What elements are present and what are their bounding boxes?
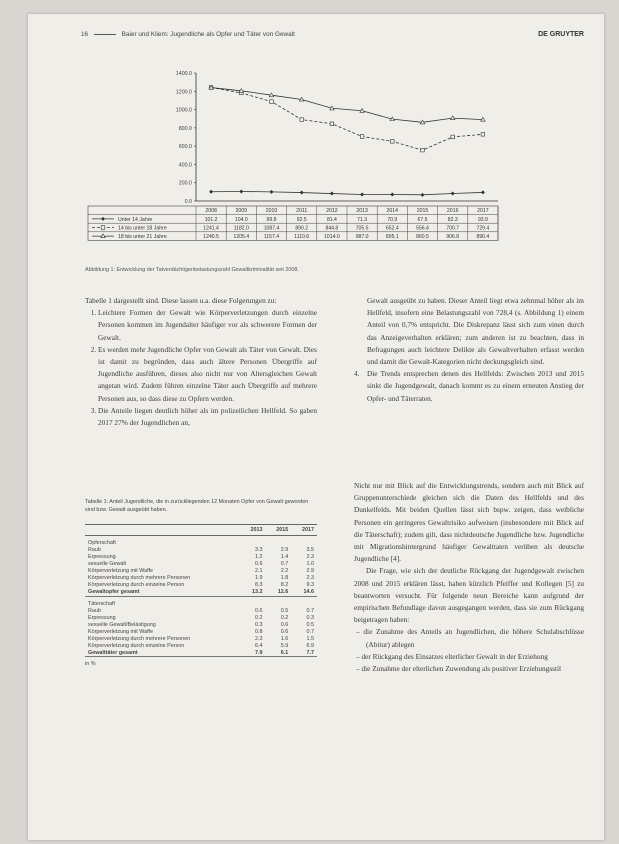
series-line (211, 88, 483, 123)
table-row (85, 582, 317, 589)
table-cell: 1.6 (280, 635, 289, 642)
data-label: 890.2 (295, 225, 309, 232)
table-row (85, 561, 317, 568)
table-row-label: sexuelle Gewalt/Belästigung (88, 621, 156, 628)
table-cell: 3.3 (254, 547, 263, 553)
table-cell: 0.5 (306, 621, 314, 628)
data-label: 700.7 (446, 225, 460, 232)
table-cell: 0.6 (254, 607, 263, 614)
data-label: 1182.0 (233, 225, 249, 232)
table-cell: 12.6 (265, 589, 291, 597)
table-cell: 2.3 (306, 575, 314, 581)
x-tick-label: 2013 (356, 208, 368, 215)
table-row-label: Körperverletzung mit Waffe (88, 628, 154, 635)
data-label: 987.0 (355, 234, 369, 240)
data-point (390, 193, 394, 197)
table-header-cell: 2013 (240, 525, 266, 536)
data-label: 81.4 (326, 216, 337, 223)
data-point (421, 148, 425, 152)
x-tick-label: 2017 (477, 208, 489, 215)
table-cell: 1.5 (306, 635, 314, 642)
table-cell: 0.8 (254, 628, 263, 635)
table-header-cell (85, 525, 240, 536)
table-row-label: Gewaltopfer gesamt (85, 589, 240, 597)
table-row (85, 621, 317, 628)
x-tick-label: 2009 (235, 208, 248, 215)
journal-page (28, 14, 604, 840)
running-header (81, 31, 295, 38)
table-row (85, 547, 317, 554)
intro-paragraph: Tabelle 1 dargestellt sind. Diese lassen u.a. diese Folgerungen zu: (85, 296, 277, 305)
decline-explanation-paragraph: Die Frage, wie sich der deutliche Rückgang der Jugendgewalt zwischen 2008 und 2015 erklären lässt, haben kürzlich Pfeiffer und Kollegen [5] zu beantworten versucht. Für folgende neun Bereiche kann aufgrund der empirischen Befundlage davon ausgegangen werden, dass sie zum Rückgang beigetragen haben: (354, 566, 584, 625)
table-cell: 8.3 (254, 582, 263, 588)
table-cell: 2.3 (254, 635, 263, 642)
data-label: 70.9 (387, 216, 398, 223)
data-point (300, 118, 304, 122)
y-tick-label: 1200.0 (175, 89, 192, 96)
left-column-text (85, 295, 317, 429)
table-row (85, 607, 317, 614)
x-tick-label: 2015 (416, 208, 429, 215)
table-row-label: Körperverletzung durch einzelne Person (88, 642, 185, 649)
x-tick-label: 2008 (205, 208, 217, 215)
table-cell: 0.6 (280, 621, 289, 628)
table-cell: 2.3 (306, 554, 314, 560)
data-label: 890.4 (476, 234, 490, 240)
factor-item-1: – die Zunahme des Anteils an Jugendlichen, die höhere Schulabschlüsse (Abitur) ablegen (366, 626, 584, 650)
legend-label: 18 bis unter 21 Jahre (118, 234, 167, 240)
data-label: 895.1 (385, 234, 399, 240)
table-cell: 0.5 (280, 607, 289, 614)
data-label: 1157.4 (263, 234, 280, 240)
table-row-label: Körperverletzung mit Waffe (88, 568, 154, 574)
item-4-number: 4. (354, 369, 360, 379)
table-cell: 8.2 (280, 582, 289, 588)
table-row (85, 628, 317, 635)
y-tick-label: 1400.0 (175, 71, 192, 77)
table-cell: 0.7 (306, 607, 314, 614)
trend-line-chart (68, 66, 508, 261)
table-row (85, 568, 317, 575)
table-header-cell: 2015 (265, 525, 291, 536)
table-cell: 7.9 (240, 649, 266, 657)
table-cell: 2.1 (254, 568, 263, 574)
conclusion-item-4 (354, 368, 584, 405)
data-label: 1241.4 (203, 225, 219, 232)
table-row-label: Körperverletzung durch mehrere Personen (88, 575, 191, 581)
factor-item-3: – die Zunahme der elterlichen Zuwendung als positiver Erziehungsstil (366, 663, 584, 675)
table-cell: 7.7 (291, 649, 317, 657)
data-point (360, 135, 364, 139)
table-row-label: Raub (88, 547, 101, 553)
y-tick-label: 600.0 (178, 144, 192, 151)
data-label: 104.0 (234, 216, 248, 223)
data-point (239, 189, 243, 193)
data-point (481, 190, 485, 194)
data-label: 1240.5 (203, 234, 219, 240)
data-label: 1110.6 (294, 234, 310, 240)
data-label: 92.5 (296, 216, 307, 223)
victimization-table (85, 498, 317, 667)
table-cell: 6.9 (306, 642, 314, 649)
table-total-row (85, 649, 317, 657)
data-label: 101.2 (204, 216, 218, 223)
table-total-row (85, 589, 317, 597)
table-cell: 3.5 (306, 547, 314, 553)
table-cell: 0.2 (254, 614, 263, 621)
data-point (421, 193, 425, 197)
table-row-label: Raub (88, 607, 101, 614)
table-row (85, 642, 317, 649)
running-title: Baier und Kliem: Jugendliche als Opfer und Täter von Gewalt (121, 31, 295, 38)
conclusion-item-1: 1. Leichtere Formen der Gewalt wie Körperverletzungen durch einzelne Personen kommen im Jugendalter häufiger vor als schwerere Formen der Gewalt. (98, 307, 317, 344)
table-row (85, 614, 317, 621)
y-tick-label: 0.0 (184, 199, 192, 205)
legend-label: 14 bis unter 18 Jahre (118, 225, 167, 232)
x-tick-label: 2016 (446, 208, 459, 215)
data-label: 906.8 (446, 234, 460, 240)
x-tick-label: 2012 (326, 208, 338, 215)
y-tick-label: 400.0 (178, 162, 192, 169)
table-row-label: Erpressung (88, 614, 116, 621)
table-cell: 1.8 (280, 575, 289, 581)
table-cell: 1.4 (280, 554, 289, 560)
table-cell: 1.0 (306, 561, 314, 567)
table-cell: 0.3 (254, 621, 263, 628)
data-point (330, 192, 334, 196)
x-tick-label: 2014 (386, 208, 399, 215)
table-row-label: Gewalttäter gesamt (85, 649, 240, 657)
x-tick-label: 2010 (265, 208, 278, 215)
y-tick-label: 800.0 (178, 125, 192, 132)
table-row-label: Körperverletzung durch einzelne Person (88, 582, 185, 588)
table-cell: 0.6 (280, 628, 289, 635)
table-row (85, 635, 317, 642)
table-caption: Tabelle 1: Anteil Jugendliche, die in zurückliegenden 12 Monaten Opfer von Gewalt geworden sind bzw. Gewalt ausgeübt haben. (85, 499, 309, 513)
data-point (360, 192, 364, 196)
table-group-title: Opferschaft (88, 540, 116, 546)
data-point (330, 122, 334, 126)
table-cell: 14.6 (291, 589, 317, 597)
group-differences-paragraph: Nicht nur mit Blick auf die Entwicklungstrends, sondern auch mit Blick auf Gruppenunterschiede gleichen sich die Daten des Hellfelds und des Dunkelfelds. Mit beiden Quellen lässt sich bspw. zeigen, dass weibliche Personen ein geringeres Gewaltrisiko aufweisen (insbesondere mit Blick auf die Täterschaft); zudem gilt, dass nichtdeutsche Jugendliche bzw. Jugendliche mit Migrationshintergrund häufiger Gewalttaten verüben als deutsche Jugendliche [4]. (354, 481, 584, 564)
page-number: 16 (81, 31, 89, 38)
figure-caption: Abbildung 1: Entwicklung der Tatverdächtigenbelastungszahl Gewaltkriminalität seit 2008. (85, 267, 299, 273)
data-label: 705.5 (355, 225, 369, 232)
table-cell: 6.4 (254, 642, 263, 649)
data-label: 556.4 (416, 225, 429, 232)
table-cell: 0.3 (306, 614, 314, 621)
data-label: 71.3 (357, 216, 368, 223)
table-header-cell: 2017 (291, 525, 317, 536)
series-line (211, 191, 483, 194)
factor-item-2: – der Rückgang des Einsatzes elterlicher Gewalt in der Erziehung (366, 651, 584, 663)
data-label: 1087.4 (263, 225, 280, 232)
continuation-paragraph: Gewalt ausgeübt zu haben. Dieser Anteil liegt etwa zehnmal höher als im Hellfeld, insofern eine Belastungszahl von 728,4 (s. Abbildung 1) einem Anteil von 0,7% entspricht. Die Diskrepanz lässt sich zum einen durch das Anzeigeverhalten erklären; zum anderen ist zu beachten, dass in Befragungen auch leichtere Delikte als Gewaltverhalten erfasst werden und damit die Gewalt-Kategorien nicht deckungsgleich sind. (367, 296, 584, 367)
legend-label: Unter 14 Jahre (118, 216, 153, 223)
data-point (209, 190, 213, 194)
data-label: 652.4 (385, 225, 399, 232)
conclusion-item-3: 3. Die Anteile liegen deutlich höher als im polizeilichen Hellfeld. So gaben 2017 27% der Jugendlichen an, (98, 405, 317, 429)
data-label: 860.5 (416, 234, 429, 240)
table-header-row (85, 525, 317, 536)
table-row (85, 554, 317, 561)
table-cell: 5.9 (280, 642, 289, 649)
table-cell: 0.6 (254, 561, 263, 567)
data-point (481, 133, 485, 137)
conclusion-item-2: 2. Es werden mehr Jugendliche Opfer von Gewalt als Täter von Gewalt. Dies ist damit zu begründen, dass auch ältere Personen Übergriffe auf Jugendliche ausführen, dieses also nicht nur von Altersgleichen Gewalt angetan wird. Zudem führen einzelne Täter auch Übergriffe auf mehrere Personen aus, so dass diese zu Opfern werden. (98, 344, 317, 405)
data-label: 1014.0 (324, 234, 340, 240)
table-group-row (85, 596, 317, 607)
series-line (211, 88, 483, 151)
legend-marker (101, 226, 105, 230)
right-column-bottom-text (354, 480, 584, 675)
data-label: 67.5 (417, 216, 428, 223)
data-label: 82.3 (447, 216, 458, 223)
table-row-label: Körperverletzung durch mehrere Personen (88, 635, 191, 642)
data-label: 99.8 (266, 216, 277, 223)
item-4-text: Die Trends entsprechen denen des Hellfelds: Zwischen 2013 und 2015 sinkt die Jugendgewalt, danach kommt es zu einem erneuten Anstieg der Opfer- und Täterraten. (367, 369, 584, 403)
data-point (451, 191, 455, 195)
table-cell: 0.7 (306, 628, 314, 635)
y-tick-label: 1000.0 (175, 107, 192, 114)
table-cell: 2.9 (306, 568, 314, 574)
table-cell: 2.2 (280, 568, 289, 574)
y-tick-label: 200.0 (178, 180, 192, 187)
data-point (270, 190, 274, 194)
x-tick-label: 2011 (296, 208, 308, 215)
table-cell: 1.9 (254, 575, 263, 581)
table-row-label: sexuelle Gewalt (88, 561, 127, 567)
table-row-label: Erpressung (88, 554, 116, 560)
table-cell: 0.2 (280, 614, 289, 621)
table-group-title: Täterschaft (88, 600, 115, 607)
table-cell: 1.2 (254, 554, 263, 560)
data-point (300, 191, 304, 195)
table-cell: 13.2 (240, 589, 266, 597)
table-cell: 2.9 (280, 547, 289, 553)
publisher-brand: DE GRUYTER (538, 31, 584, 38)
table-cell: 0.7 (280, 561, 289, 567)
table-cell: 6.1 (265, 649, 291, 657)
right-column-top-text (354, 295, 584, 405)
data-label: 1205.4 (233, 234, 250, 240)
data-point (391, 140, 395, 144)
table-cell: 9.3 (306, 582, 314, 588)
legend-marker (101, 217, 105, 221)
table-row (85, 575, 317, 582)
table-group-row (85, 536, 317, 547)
data-point (270, 100, 274, 104)
data-label: 93.9 (477, 216, 488, 223)
table-unit-note: in % (85, 661, 96, 667)
data-label: 844.8 (325, 225, 339, 232)
data-label: 729.4 (476, 225, 490, 232)
data-point (451, 135, 455, 139)
